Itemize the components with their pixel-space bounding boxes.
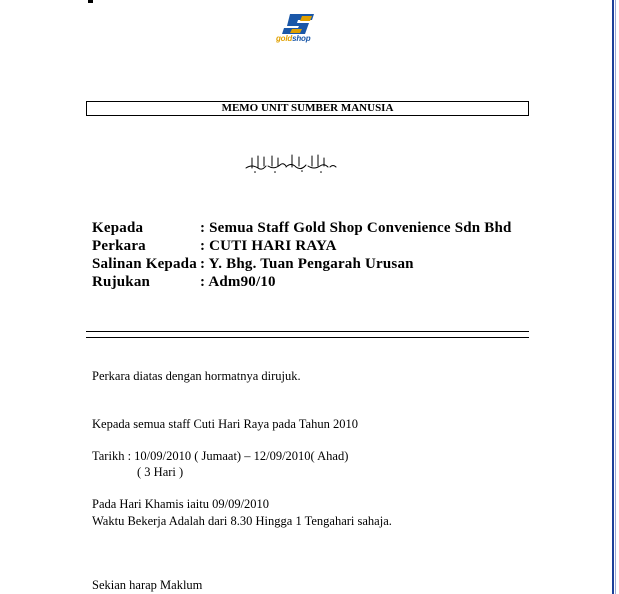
working-hours-line: Waktu Bekerja Adalah dari 8.30 Hingga 1 Tengahari sahaja.: [92, 514, 392, 528]
page-edge: [612, 0, 614, 594]
announcement-text: Kepada semua staff Cuti Hari Raya pada Tahun 2010: [92, 417, 358, 431]
date-line: Tarikh : 10/09/2010 ( Jumaat) – 12/09/2010( Ahad): [92, 449, 349, 463]
field-value: : Y. Bhg. Tuan Pengarah Urusan: [200, 256, 414, 272]
field-value: : Adm90/10: [200, 274, 276, 290]
memo-title: MEMO UNIT SUMBER MANUSIA: [86, 101, 529, 116]
field-label: Perkara: [92, 238, 146, 254]
closing-text: Sekian harap Maklum: [92, 578, 203, 592]
field-value: : Semua Staff Gold Shop Convenience Sdn Bhd: [200, 220, 512, 236]
logo-wordmark: goldshop: [276, 34, 311, 43]
salutation-calligraphy: [242, 150, 340, 176]
divider-bottom: [86, 337, 529, 338]
scroll-gutter: [615, 0, 619, 594]
field-label: Rujukan: [92, 274, 151, 290]
field-label: Kepada: [92, 220, 144, 236]
field-value: : CUTI HARI RAYA: [200, 238, 337, 254]
duration-text: ( 3 Hari ): [137, 465, 184, 479]
page-corner-mark: [88, 0, 93, 3]
intro-text: Perkara diatas dengan hormatnya dirujuk.: [92, 369, 301, 383]
divider-top: [86, 331, 529, 332]
thursday-line: Pada Hari Khamis iaitu 09/09/2010: [92, 497, 270, 511]
field-label: Salinan Kepada: [92, 256, 197, 272]
